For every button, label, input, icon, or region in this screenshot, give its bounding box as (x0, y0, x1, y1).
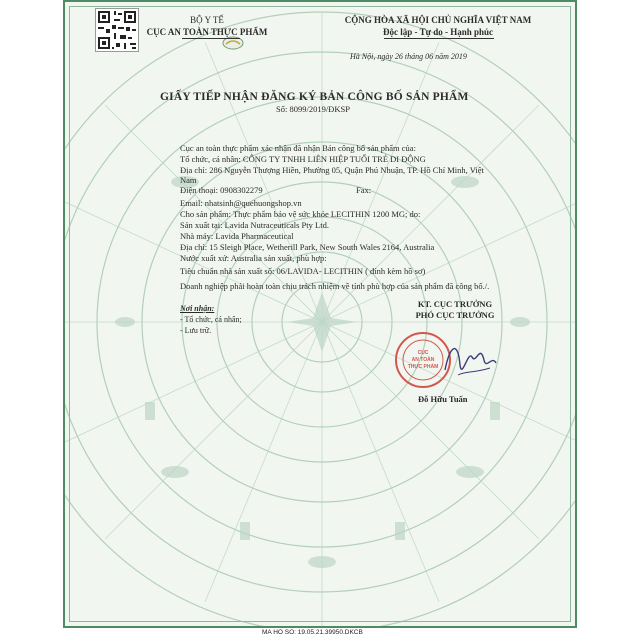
document-number: Số: 8099/2019/ĐKSP (276, 104, 350, 114)
recipients-heading: Nơi nhận: (180, 304, 215, 313)
stamp-text-line: THỰC PHẨM (407, 364, 439, 370)
manufacturer-line: Sản xuất tại: Lavida Nutraceuticals Pty Ltd. (180, 220, 329, 230)
intro-line: Cục an toàn thực phẩm xác nhận đã nhận Bản công bố sản phẩm của: (180, 143, 416, 153)
signatory-line-1: KT. CỤC TRƯỞNG (417, 299, 493, 309)
issuer-header (132, 14, 282, 38)
responsibility-line: Doanh nghiệp phải hoàn toàn chịu trách nhiệm về tính phù hợp của sản phẩm đã công bố./. (180, 281, 490, 291)
national-header (318, 14, 558, 38)
origin-line: Nước xuất xứ: Australia sản xuất, phù hợp: (180, 253, 327, 263)
document-title: GIẤY TIẾP NHẬN ĐĂNG KÝ BẢN CÔNG BỐ SẢN PHẨM (160, 91, 469, 103)
product-line: Cho sản phẩm: Thực phẩm bảo vệ sức khỏe LECITHIN 1200 MG; do: (180, 209, 421, 219)
dossier-code: MA HO SO: 19.05.21.39950.DKCB (262, 629, 363, 636)
email-line: Email: nhatsinh@quehuongshop.vn (180, 198, 302, 208)
header-underline-right (384, 38, 494, 39)
signatory-line-2: PHÓ CỤC TRƯỞNG (415, 310, 495, 320)
recipient-item: - Lưu trữ. (180, 326, 212, 335)
stamp-text-line: CỤC (417, 350, 429, 356)
national-motto: Độc lập - Tự do - Hạnh phúc (382, 27, 493, 37)
recipient-item: - Tổ chức, cá nhân; (180, 315, 242, 324)
factory-address-line: Địa chỉ: 15 Sleigh Place, Wetherill Park, New South Wales 2164, Australia (180, 242, 435, 252)
standard-line: Tiêu chuẩn nhà sản xuất số: 06/LAVIDA- LECITHIN ( đính kèm hồ sơ) (180, 266, 426, 276)
fax-line: Fax: (356, 185, 372, 195)
country-name: CỘNG HÒA XÃ HỘI CHỦ NGHĨA VIỆT NAM (344, 15, 532, 25)
stamp-text-line: AN TOÀN (411, 357, 435, 363)
signatory-title (400, 299, 510, 321)
ministry-name: BỘ Y TẾ (190, 15, 224, 25)
factory-line: Nhà máy: Lavida Pharmaceutical (180, 231, 294, 241)
handwritten-signature (440, 335, 500, 385)
address-line: Địa chỉ: 286 Nguyễn Thượng Hiền, Phường 05, Quận Phú Nhuận, TP. Hồ Chí Minh, Việt (180, 165, 484, 175)
header-underline-left (182, 38, 240, 39)
issue-date: Hà Nội, ngày 26 tháng 06 năm 2019 (350, 52, 467, 61)
agency-name: CỤC AN TOÀN THỰC PHẨM (146, 27, 268, 37)
recipients-block (180, 303, 242, 336)
phone-line: Điện thoại: 0908302279 (180, 185, 263, 195)
signer-name: Đỗ Hữu Tuấn (418, 394, 468, 404)
address-line-continued: Nam (180, 175, 197, 185)
organization-line: Tổ chức, cá nhân: CÔNG TY TNHH LIÊN HIỆP TUỔI TRẺ DI ĐỘNG (180, 154, 426, 164)
